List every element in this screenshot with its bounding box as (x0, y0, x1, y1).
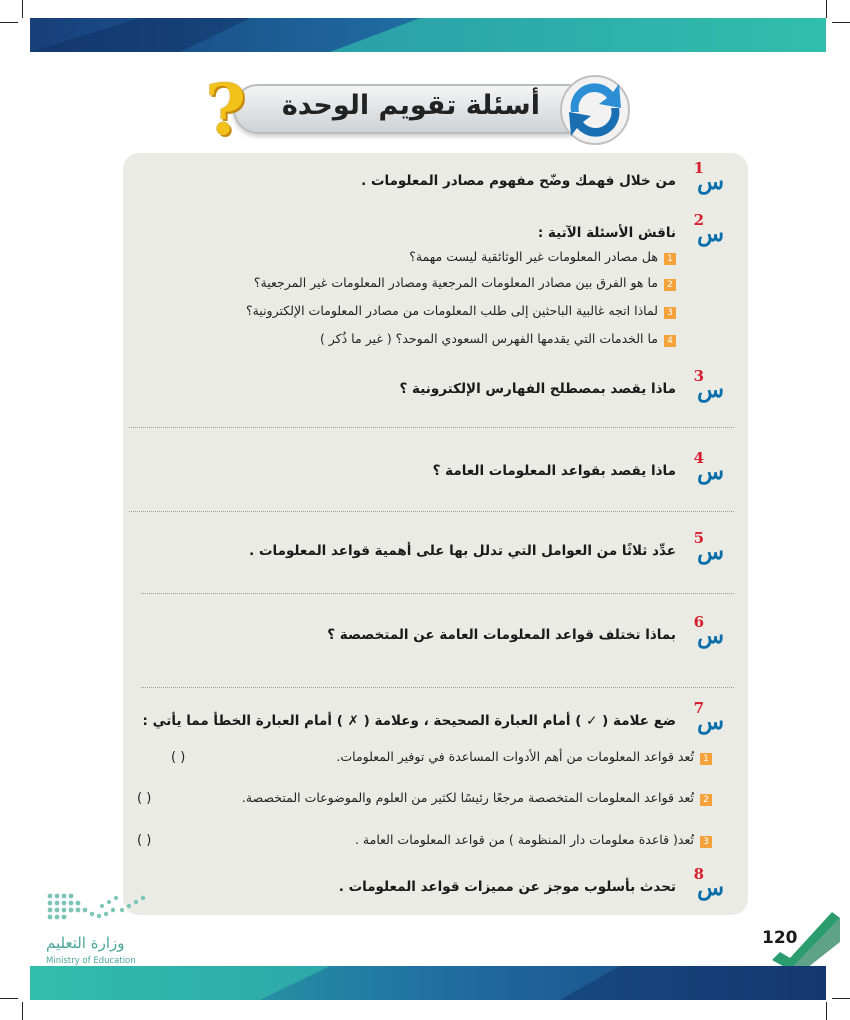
question-number-label: س 4 (693, 449, 724, 485)
refresh-arrows-icon (555, 70, 635, 148)
ministry-name-english: Ministry of Education (46, 956, 136, 966)
sub-number-badge: 2 (664, 279, 676, 291)
true-false-statement: 3تُعد( قاعدة معلومات دار المنظومة ) من قواعد المعلومات العامة . (355, 832, 712, 848)
sub-number-badge: 3 (664, 307, 676, 319)
question-text: عدِّد ثلاثًا من العوامل التي تدلل بها على أهمية قواعد المعلومات . (249, 543, 676, 559)
true-false-statement: 1تُعد قواعد المعلومات من أهم الأدوات المساعدة في توفير المعلومات. (336, 749, 712, 765)
sub-question: 4ما الخدمات التي يقدمها الفهرس السعودي الموحد؟ ( غير ما ذُكر ) (320, 331, 676, 347)
crop-mark (22, 1002, 23, 1020)
ministry-logo (40, 888, 160, 968)
question-text: ناقش الأسئلة الآتية : (537, 225, 676, 241)
sub-number-badge: 2 (700, 794, 712, 806)
ministry-logo-icon (42, 888, 152, 928)
question-number-label: س 5 (693, 529, 724, 565)
answer-blank[interactable]: ( ) (137, 833, 152, 848)
sub-question: 3لماذا اتجه غالبية الباحثين إلى طلب المعلومات من مصادر المعلومات الإلكترونية؟ (246, 303, 676, 319)
sub-number-badge: 1 (700, 753, 712, 765)
question-text: من خلال فهمك وضّح مفهوم مصادر المعلومات . (361, 173, 676, 189)
sub-question: 2ما هو الفرق بين مصادر المعلومات المرجعية ومصادر المعلومات غير المرجعية؟ (254, 275, 676, 291)
question-text: ضع علامة ( ✓ ) أمام العبارة الصحيحة ، وعلامة ( ✗ ) أمام العبارة الخطأ مما يأتي : (142, 713, 676, 729)
sub-number-badge: 1 (664, 253, 676, 265)
true-false-statement: 2تُعد قواعد المعلومات المتخصصة مرجعًا رئيسًا لكثير من العلوم والموضوعات المتخصصة. (242, 790, 712, 806)
question-number-label: س 3 (693, 367, 724, 403)
question-number-label: س 2 (693, 211, 724, 247)
answer-line[interactable] (141, 593, 734, 594)
answer-line[interactable] (129, 427, 734, 428)
question-text: ماذا يقصد بقواعد المعلومات العامة ؟ (432, 463, 676, 479)
page-number: 120 (762, 928, 798, 948)
crop-mark (22, 0, 23, 18)
page-title: أسئلة تقويم الوحدة (281, 90, 540, 121)
crop-mark (826, 1002, 827, 1020)
question-number-label: س 6 (693, 613, 724, 649)
answer-line[interactable] (141, 687, 734, 688)
sub-question: 1هل مصادر المعلومات غير الوثائقية ليست مهمة؟ (409, 249, 676, 265)
ministry-name-arabic: وزارة التعليم (46, 934, 125, 952)
question-number-label: س 7 (693, 699, 724, 735)
crop-mark (826, 0, 827, 18)
top-band (0, 18, 850, 54)
question-number-label: س 1 (693, 159, 724, 195)
unit-title-banner (205, 70, 635, 150)
question-mark-icon: ? (205, 68, 247, 151)
sub-number-badge: 4 (664, 335, 676, 347)
questions-panel (123, 153, 748, 915)
question-number-label: س 8 (693, 865, 724, 901)
answer-line[interactable] (129, 511, 734, 512)
sub-number-badge: 3 (700, 836, 712, 848)
answer-blank[interactable]: ( ) (171, 750, 186, 765)
question-text: ماذا يقصد بمصطلح الفهارس الإلكترونية ؟ (399, 381, 676, 397)
answer-blank[interactable]: ( ) (137, 791, 152, 806)
bottom-band (0, 962, 850, 1002)
question-text: تحدث بأسلوب موجز عن مميزات قواعد المعلومات . (338, 879, 676, 895)
question-text: بماذا تختلف قواعد المعلومات العامة عن المتخصصة ؟ (327, 627, 676, 643)
